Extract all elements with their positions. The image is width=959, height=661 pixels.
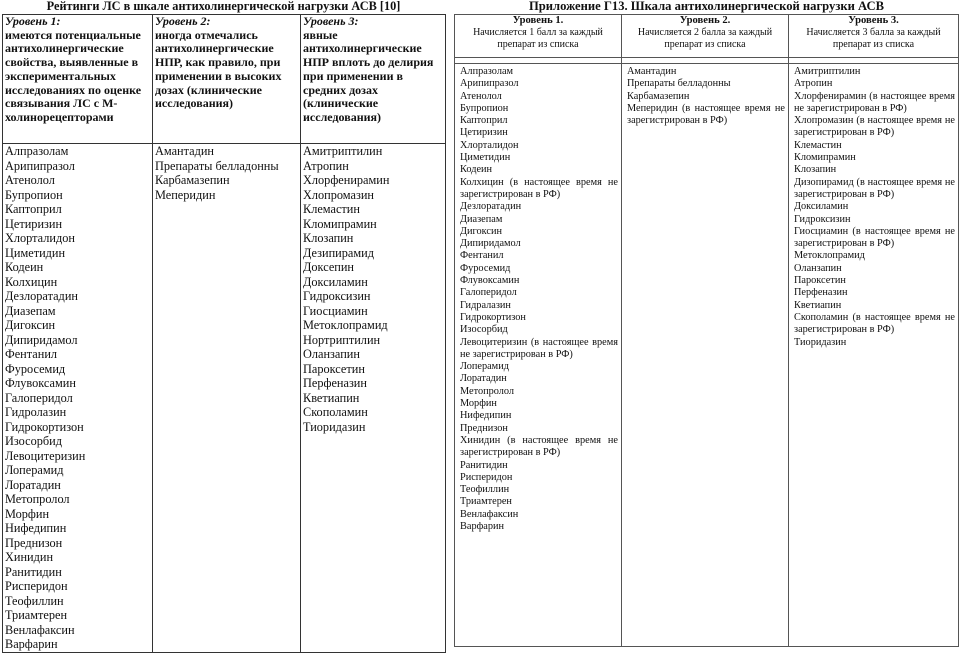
drug-item: Атропин (303, 158, 349, 173)
drug-item: Скополамин (в настоящее время не зарегистрирован в РФ) (794, 311, 955, 336)
left-level-3-list (301, 144, 446, 653)
level-description: Начисляется 2 балла за каждый препарат из списка (637, 27, 773, 50)
drug-item: Кломипрамин (303, 216, 377, 231)
right-level-3-list (789, 64, 959, 647)
right-header-level-1 (455, 15, 622, 58)
right-header-row (455, 15, 959, 58)
drug-item: Нифедипин (5, 521, 67, 535)
drug-item: Нортриптилин (303, 332, 381, 347)
drug-item: Лоперамид (460, 361, 509, 373)
left-table (2, 14, 446, 653)
left-panel (2, 0, 445, 653)
drug-item: Хлорфенирамин (в настоящее время не зарегистрирован в РФ) (794, 90, 955, 114)
left-title: Рейтинги ЛС в шкале антихолинергической нагрузки АСВ [10] (46, 0, 401, 13)
drug-item: Кломипрамин (794, 152, 856, 164)
drug-item: Хлопромазин (в настоящее время не зарегистрирован в РФ) (794, 115, 955, 139)
drug-item: Алпразолам (460, 66, 514, 77)
drug-item: Рисперидон (460, 471, 513, 483)
drug-item: Флувоксамин (460, 275, 520, 287)
drug-item: Хлопромазин (303, 187, 374, 202)
drug-item: Изосорбид (460, 324, 508, 336)
level-label: Уровень 1. (512, 15, 564, 26)
drug-item: Преднизон (5, 535, 63, 550)
left-level-1-list (3, 144, 153, 653)
drug-item: Каптоприл (5, 202, 62, 216)
drug-item: Венлафаксин (460, 508, 519, 520)
level-description: иногда отмечались антихолинергические НПР, как правило, при применении в высоких дозах (клинические исследования) (155, 27, 282, 111)
drug-item: Гидрокортизон (460, 311, 526, 323)
drug-item: Дезлоратадин (460, 201, 522, 213)
right-header-level-2 (622, 15, 789, 58)
left-header-level-2 (153, 15, 301, 144)
drug-item: Каптоприл (460, 115, 508, 127)
drug-item: Хлорталидон (460, 139, 519, 151)
left-level-2-list (153, 144, 301, 653)
drug-item: Изосорбид (5, 434, 62, 448)
drug-item: Рисперидон (5, 579, 68, 593)
drug-item: Циметидин (460, 152, 511, 164)
drug-item: Атропин (794, 78, 833, 90)
drug-item: Скополамин (303, 405, 368, 419)
drug-item: Клозапин (794, 164, 837, 176)
level-label: Уровень 2. (679, 15, 731, 26)
drug-item: Лоратадин (460, 373, 507, 385)
drug-item: Дигоксин (5, 318, 56, 332)
drug-item: Арипипразол (460, 78, 519, 90)
drug-item: Алпразолам (5, 144, 69, 158)
drug-item: Фентанил (5, 347, 58, 361)
drug-item: Фуросемид (460, 262, 511, 274)
drug-item: Бупропион (460, 102, 509, 114)
left-body-row (3, 144, 446, 653)
level-description: явные антихолинергические НПР вплоть до делирия при применении в средних дозах (клинические исследования) (303, 27, 434, 124)
drug-item: Гидроксизин (794, 213, 851, 225)
drug-item: Варфарин (5, 637, 58, 651)
drug-item: Гидрокортизон (5, 419, 84, 434)
drug-item: Гидролазин (5, 405, 67, 419)
drug-item: Лоратадин (5, 477, 61, 492)
drug-item: Морфин (5, 506, 50, 521)
drug-item: Метоклопрамид (794, 250, 865, 262)
drug-item: Амантадин (627, 66, 677, 77)
level-description: имеются потенциальные антихолинергические свойства, выявленные в экспериментальных исследованиях по оценке связывания ЛС с М-холинорецепторами (5, 27, 142, 124)
drug-item: Хинидин (в настоящее время не зарегистрирован в РФ) (460, 434, 618, 459)
drug-item: Амитриптилин (794, 66, 861, 77)
drug-item: Галоперидол (5, 390, 73, 405)
drug-item: Венлафаксин (5, 622, 75, 637)
drug-item: Кветиапин (303, 390, 360, 405)
drug-item: Клозапин (303, 231, 354, 245)
drug-item: Дезлоратадин (5, 289, 78, 303)
drug-item: Препараты белладонны (627, 78, 731, 90)
drug-item: Дипиридамол (5, 332, 78, 347)
drug-item: Гиосциамин (303, 303, 368, 318)
drug-item: Ранитидин (5, 564, 62, 579)
drug-item: Перфеназин (794, 287, 848, 299)
drug-item: Цетиризин (460, 127, 508, 139)
drug-item: Триамтерен (5, 608, 68, 622)
right-level-2-list (622, 64, 789, 647)
right-header-level-3 (789, 15, 959, 58)
drug-item: Левоцитеризин (5, 448, 86, 463)
drug-item: Триамтерен (460, 496, 512, 508)
drug-item: Левоцитеризин (в настоящее время не зарегистрирован в РФ) (460, 336, 618, 360)
drug-item: Клемастин (303, 202, 360, 216)
drug-item: Ранитидин (460, 459, 508, 471)
level-description: Начисляется 3 балла за каждый препарат из списка (806, 27, 941, 50)
drug-item: Колхицин (в настоящее время не зарегистрирован в РФ) (460, 176, 618, 200)
drug-item: Фуросемид (5, 361, 66, 376)
drug-item: Доксиламин (303, 274, 368, 289)
drug-item: Пароксетин (303, 361, 365, 376)
left-header-level-3 (301, 15, 446, 144)
right-level-1-list (455, 64, 622, 647)
drug-item: Преднизон (460, 422, 508, 434)
drug-item: Морфин (460, 398, 497, 410)
drug-item: Диазепам (460, 213, 503, 225)
level-label: Уровень 2: (155, 14, 211, 28)
level-label: Уровень 3. (848, 15, 899, 26)
right-panel (454, 0, 959, 647)
drug-item: Варфарин (460, 520, 504, 532)
drug-item: Дипиридамол (460, 238, 521, 250)
drug-item: Гидралазин (460, 299, 511, 311)
drug-item: Оланзапин (794, 262, 842, 274)
right-title: Приложение Г13. Шкала антихолинергической нагрузки АСВ (528, 0, 885, 13)
drug-item: Бупропион (5, 187, 63, 202)
drug-item: Кветиапин (794, 299, 842, 311)
drug-item: Атенолол (460, 90, 502, 102)
drug-item: Амантадин (155, 144, 215, 158)
drug-item: Тиоридазин (303, 419, 366, 434)
drug-item: Диазепам (5, 303, 56, 318)
drug-item: Лоперамид (5, 463, 64, 477)
drug-item: Пароксетин (794, 275, 846, 287)
drug-item: Гиосциамин (в настоящее время не зарегистрирован в РФ) (794, 225, 955, 250)
drug-item: Доксиламин (794, 201, 849, 213)
drug-item: Перфеназин (303, 376, 367, 390)
drug-item: Атенолол (5, 173, 55, 187)
drug-item: Колхицин (5, 274, 58, 289)
level-label: Уровень 3: (303, 14, 359, 28)
drug-item: Кодеин (460, 164, 493, 176)
drug-item: Гидроксизин (303, 289, 371, 303)
drug-item: Теофиллин (5, 593, 64, 608)
drug-item: Метопролол (460, 385, 515, 397)
drug-item: Тиоридазин (794, 336, 847, 348)
left-header-level-1 (3, 15, 153, 144)
drug-item: Нифедипин (460, 410, 512, 422)
drug-item: Амитриптилин (303, 144, 383, 158)
drug-item: Дезипирамид (303, 245, 374, 260)
left-header-row (3, 15, 446, 144)
drug-item: Галоперидол (460, 287, 517, 299)
level-description: Начисляется 1 балл за каждый препарат из списка (473, 27, 603, 50)
right-table (454, 14, 959, 647)
drug-item: Арипипразол (5, 158, 75, 173)
drug-item: Клемастин (794, 139, 842, 151)
drug-item: Хлорфенирамин (303, 173, 390, 187)
drug-item: Цетиризин (5, 216, 63, 231)
drug-item: Теофиллин (460, 484, 510, 496)
drug-item: Метопролол (5, 492, 70, 506)
drug-item: Циметидин (5, 245, 66, 260)
drug-item: Дизопирамид (в настоящее время не зарегистрирован в РФ) (794, 176, 955, 200)
drug-item: Меперидин (в настоящее время не зарегистрирован в РФ) (627, 102, 785, 127)
drug-item: Фентанил (460, 250, 504, 262)
drug-item: Кодеин (5, 260, 44, 274)
drug-item: Доксепин (303, 260, 355, 274)
level-label: Уровень 1: (5, 14, 61, 28)
drug-item: Оланзапин (303, 347, 360, 361)
drug-item: Карбамазепин (155, 173, 230, 187)
drug-item: Хлорталидон (5, 231, 75, 245)
drug-item: Меперидин (155, 187, 216, 202)
drug-item: Метоклопрамид (303, 318, 388, 332)
drug-item: Флувоксамин (5, 376, 76, 390)
right-body-row (455, 64, 959, 647)
drug-item: Карбамазепин (627, 90, 690, 102)
drug-item: Препараты белладонны (155, 158, 279, 173)
drug-item: Дигоксин (460, 225, 502, 237)
drug-item: Хинидин (5, 550, 54, 564)
